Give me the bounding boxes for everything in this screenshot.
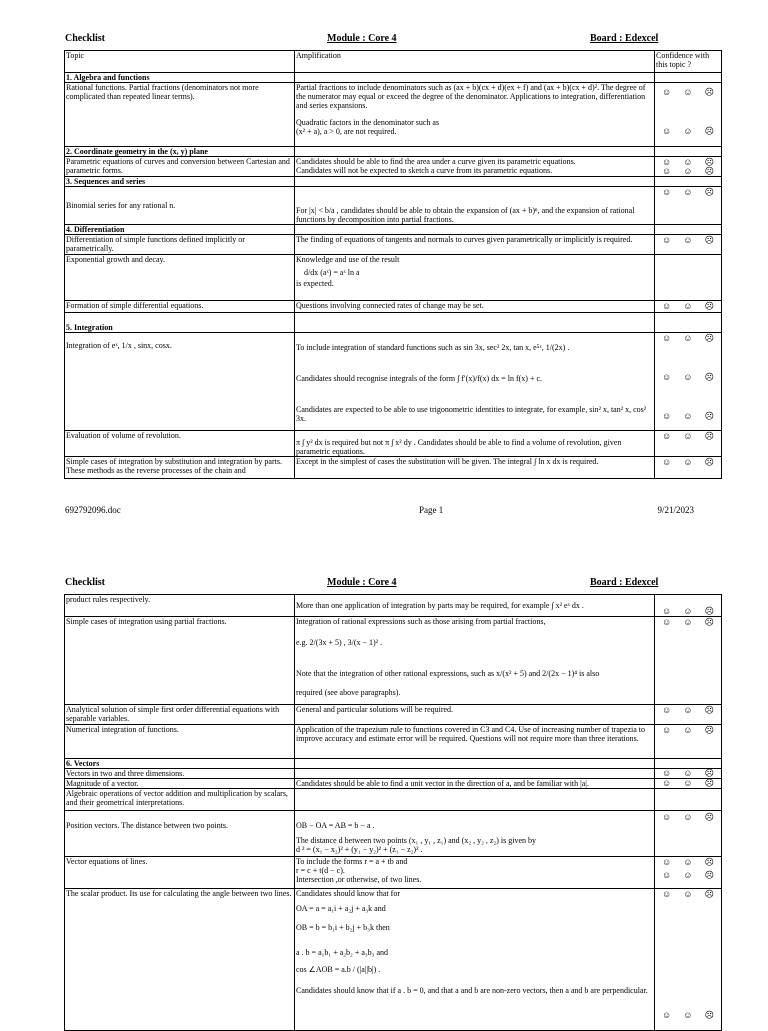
amplification-cell: Partial fractions to include denominators such as (ax + b)(cx + d)(ex + f) and (ax + b)(cx + d)². The degree of the numerator may equal or exceed the degree of the denominator. Applications to integration, differentiation and series expansions. Quadratic factors in the denominator such as (x² + a), a > 0, are not required.	[295, 83, 655, 147]
amplification-cell: For |x| < b/a , candidates should be able to obtain the expansion of (ax + b)ⁿ, and the expansion of rational functions by decomposition into partial fractions.	[295, 187, 655, 225]
sad-face-icon[interactable]: ☹	[704, 768, 714, 778]
topic-cell: Simple cases of integration by substitution and integration by parts. These methods as the reverse processes of the chain and	[65, 457, 295, 479]
confidence-cell	[655, 811, 722, 857]
neutral-face-icon[interactable]: ☺	[683, 372, 693, 382]
page-header	[65, 33, 720, 47]
happy-face-icon[interactable]: ☺	[662, 411, 672, 421]
happy-face-icon[interactable]: ☺	[662, 166, 672, 176]
confidence-cell	[655, 157, 722, 177]
confidence-cell	[655, 595, 722, 617]
section-title: 2. Coordinate geometry in the (x, y) plane	[65, 147, 295, 157]
happy-face-icon[interactable]: ☺	[662, 812, 672, 822]
section-row	[65, 177, 722, 187]
section-title: 3. Sequences and series	[65, 177, 295, 187]
neutral-face-icon[interactable]: ☺	[683, 166, 693, 176]
sad-face-icon[interactable]: ☹	[704, 457, 714, 467]
sad-face-icon[interactable]: ☹	[704, 617, 714, 627]
sad-face-icon[interactable]: ☹	[704, 725, 714, 735]
happy-face-icon[interactable]: ☺	[662, 857, 672, 867]
topic-cell: Exponential growth and decay.	[65, 255, 295, 301]
board-title: Board : Edexcel	[590, 577, 659, 588]
checklist-table-page-1	[64, 50, 722, 479]
topic-cell: Magnitude of a vector.	[65, 779, 295, 789]
footer-page: Page 1	[419, 505, 444, 515]
table-row	[65, 157, 722, 177]
sad-face-icon[interactable]: ☹	[704, 889, 714, 899]
topic-cell: product rules respectively.	[65, 595, 295, 617]
neutral-face-icon[interactable]: ☺	[683, 778, 693, 788]
sad-face-icon[interactable]: ☹	[704, 87, 714, 97]
amplification-cell: To include integration of standard functions such as sin 3x, sec² 2x, tan x, e⁵ˣ, 1/(2x) . Candidates should recognise integrals of the form ∫ f′(x)/f(x) dx = ln f(x) + c. Candidates are expected to be able to use trigonometric identities to integrate, for example, sin² x, tan² x, cos² 3x.	[295, 333, 655, 431]
neutral-face-icon[interactable]: ☺	[683, 411, 693, 421]
checklist-title: Checklist	[65, 33, 105, 44]
table-row	[65, 255, 722, 301]
happy-face-icon[interactable]: ☺	[662, 372, 672, 382]
happy-face-icon[interactable]: ☺	[662, 187, 672, 197]
amplification-cell: General and particular solutions will be required.	[295, 705, 655, 725]
sad-face-icon[interactable]: ☹	[704, 301, 714, 311]
table-row	[65, 301, 722, 313]
table-row	[65, 725, 722, 759]
happy-face-icon[interactable]: ☺	[662, 889, 672, 899]
happy-face-icon[interactable]: ☺	[662, 725, 672, 735]
section-row	[65, 73, 722, 83]
amplification-cell: Candidates should be able to find the area under a curve given its parametric equations. Candidates will not be expected to sketch a curve from its parametric equations.	[295, 157, 655, 177]
topic-cell: The scalar product. Its use for calculating the angle between two lines.	[65, 889, 295, 1031]
confidence-cell	[655, 779, 722, 789]
happy-face-icon[interactable]: ☺	[662, 333, 672, 343]
confidence-cell	[655, 187, 722, 225]
footer-date: 9/21/2023	[657, 505, 694, 515]
sad-face-icon[interactable]: ☹	[704, 812, 714, 822]
happy-face-icon[interactable]: ☺	[662, 126, 672, 136]
sad-face-icon[interactable]: ☹	[704, 166, 714, 176]
happy-face-icon[interactable]: ☺	[662, 87, 672, 97]
confidence-cell	[655, 333, 722, 431]
topic-cell: Simple cases of integration using partial fractions.	[65, 617, 295, 705]
module-title: Module : Core 4	[327, 33, 397, 44]
amplification-cell	[295, 769, 655, 779]
happy-face-icon[interactable]: ☺	[662, 606, 672, 616]
happy-face-icon[interactable]: ☺	[662, 870, 672, 880]
confidence-cell	[655, 857, 722, 889]
neutral-face-icon[interactable]: ☺	[683, 812, 693, 822]
table-row	[65, 889, 722, 1031]
happy-face-icon[interactable]: ☺	[662, 705, 672, 715]
topic-cell: Algebraic operations of vector addition and multiplication by scalars, and their geometrical interpretations.	[65, 789, 295, 811]
table-row	[65, 595, 722, 617]
topic-cell: Integration of eˣ, 1/x , sinx, cosx.	[65, 333, 295, 431]
confidence-cell	[655, 457, 722, 479]
neutral-face-icon[interactable]: ☺	[683, 870, 693, 880]
sad-face-icon[interactable]: ☹	[704, 778, 714, 788]
confidence-cell	[655, 301, 722, 313]
sad-face-icon[interactable]: ☹	[704, 372, 714, 382]
table-row	[65, 617, 722, 705]
happy-face-icon[interactable]: ☺	[662, 457, 672, 467]
confidence-cell	[655, 789, 722, 811]
table-row	[65, 187, 722, 225]
checklist-table-page-2	[64, 594, 722, 1031]
neutral-face-icon[interactable]: ☺	[683, 889, 693, 899]
topic-cell: Vectors in two and three dimensions.	[65, 769, 295, 779]
neutral-face-icon[interactable]: ☺	[683, 725, 693, 735]
neutral-face-icon[interactable]: ☺	[683, 705, 693, 715]
board-title: Board : Edexcel	[590, 33, 659, 44]
amplification-cell: Knowledge and use of the result d/dx (aˣ) = aˣ ln a is expected.	[295, 255, 655, 301]
sad-face-icon[interactable]: ☹	[704, 333, 714, 343]
happy-face-icon[interactable]: ☺	[662, 301, 672, 311]
sad-face-icon[interactable]: ☹	[704, 187, 714, 197]
topic-cell: Binomial series for any rational n.	[65, 187, 295, 225]
section-title: 5. Integration	[65, 313, 295, 333]
confidence-cell	[655, 705, 722, 725]
topic-cell: Parametric equations of curves and conversion between Cartesian and parametric forms.	[65, 157, 295, 177]
neutral-face-icon[interactable]: ☺	[683, 235, 693, 245]
section-title: 6. Vectors	[65, 759, 295, 769]
table-row	[65, 769, 722, 779]
amplification-cell: To include the forms r = a + tb and r = c + t(d − c). Intersection ,or otherwise, of two lines.	[295, 857, 655, 889]
confidence-cell	[655, 83, 722, 147]
footer-filename: 692792096.doc	[65, 505, 121, 515]
happy-face-icon[interactable]: ☺	[662, 431, 672, 441]
sad-face-icon[interactable]: ☹	[704, 235, 714, 245]
neutral-face-icon[interactable]: ☺	[683, 1010, 693, 1020]
neutral-face-icon[interactable]: ☺	[683, 333, 693, 343]
sad-face-icon[interactable]: ☹	[704, 606, 714, 616]
happy-face-icon[interactable]: ☺	[662, 778, 672, 788]
neutral-face-icon[interactable]: ☺	[683, 87, 693, 97]
amplification-cell: OB − OA = AB = b − a . The distance d between two points (x₁ , y₁ , z₁) and (x₂ , y₂ , z₂) is given by d ² = (x₁ − x₂)² + (y₁ − y₂)² + (z₁ − z₂)² .	[295, 811, 655, 857]
happy-face-icon[interactable]: ☺	[662, 617, 672, 627]
amplification-cell: Candidates should be able to find a unit vector in the direction of a, and be familiar with |a|.	[295, 779, 655, 789]
table-row	[65, 705, 722, 725]
table-row	[65, 857, 722, 889]
col-confidence: Confidence with this topic ?	[655, 51, 722, 73]
topic-cell: Differentiation of simple functions defined implicitly or parametrically.	[65, 235, 295, 255]
amplification-cell: Questions involving connected rates of change may be set.	[295, 301, 655, 313]
checklist-title: Checklist	[65, 577, 105, 588]
amplification-cell: More than one application of integration by parts may be required, for example ∫ x² eˣ dx .	[295, 595, 655, 617]
happy-face-icon[interactable]: ☺	[662, 768, 672, 778]
sad-face-icon[interactable]: ☹	[704, 857, 714, 867]
confidence-cell	[655, 617, 722, 705]
confidence-cell	[655, 769, 722, 779]
neutral-face-icon[interactable]: ☺	[683, 857, 693, 867]
confidence-cell	[655, 725, 722, 759]
amplification-cell: The finding of equations of tangents and normals to curves given parametrically or implicitly is required.	[295, 235, 655, 255]
neutral-face-icon[interactable]: ☺	[683, 157, 693, 167]
sad-face-icon[interactable]: ☹	[704, 431, 714, 441]
neutral-face-icon[interactable]: ☺	[683, 431, 693, 441]
sad-face-icon[interactable]: ☹	[704, 411, 714, 421]
neutral-face-icon[interactable]: ☺	[683, 768, 693, 778]
amplification-cell	[295, 789, 655, 811]
module-title: Module : Core 4	[327, 577, 397, 588]
page-header	[65, 577, 720, 591]
sad-face-icon[interactable]: ☹	[704, 870, 714, 880]
topic-cell: Numerical integration of functions.	[65, 725, 295, 759]
sad-face-icon[interactable]: ☹	[704, 1010, 714, 1020]
topic-cell: Position vectors. The distance between two points.	[65, 811, 295, 857]
neutral-face-icon[interactable]: ☺	[683, 617, 693, 627]
table-header-row	[65, 51, 722, 73]
happy-face-icon[interactable]: ☺	[662, 235, 672, 245]
section-title: 1. Algebra and functions	[65, 73, 295, 83]
neutral-face-icon[interactable]: ☺	[683, 606, 693, 616]
sad-face-icon[interactable]: ☹	[704, 157, 714, 167]
table-row	[65, 333, 722, 431]
amplification-cell: Candidates should know that for OA = a = a₁i + a₂j + a₃k and OB = b = b₁i + b₂j + b₃k then a . b = a₁b₁ + a₂b₂ + a₃b₃ and cos ∠AOB = a.b / (|a||b|) . Candidates should know that if a . b = 0, and that a and b are non-zero vectors, then a and b are perpendicular.	[295, 889, 655, 1031]
col-amplification: Amplification	[295, 51, 655, 73]
table-row	[65, 811, 722, 857]
sad-face-icon[interactable]: ☹	[704, 126, 714, 136]
section-row	[65, 225, 722, 235]
confidence-cell	[655, 255, 722, 301]
section-row	[65, 759, 722, 769]
table-row	[65, 779, 722, 789]
topic-cell: Rational functions. Partial fractions (denominators not more complicated than repeated linear terms).	[65, 83, 295, 147]
table-row	[65, 431, 722, 457]
topic-cell: Formation of simple differential equations.	[65, 301, 295, 313]
topic-cell: Evaluation of volume of revolution.	[65, 431, 295, 457]
sad-face-icon[interactable]: ☹	[704, 705, 714, 715]
amplification-cell: Application of the trapezium rule to functions covered in C3 and C4. Use of increasing number of trapezia to improve accuracy and estimate error will be required. Questions will not require more than three iterations.	[295, 725, 655, 759]
amplification-cell: Except in the simplest of cases the substitution will be given. The integral ∫ ln x dx is required.	[295, 457, 655, 479]
section-title: 4. Differentiation	[65, 225, 295, 235]
confidence-cell	[655, 889, 722, 1031]
neutral-face-icon[interactable]: ☺	[683, 187, 693, 197]
table-row	[65, 789, 722, 811]
section-row	[65, 147, 722, 157]
confidence-cell	[655, 235, 722, 255]
topic-cell: Analytical solution of simple first order differential equations with separable variables.	[65, 705, 295, 725]
topic-cell: Vector equations of lines.	[65, 857, 295, 889]
neutral-face-icon[interactable]: ☺	[683, 301, 693, 311]
happy-face-icon[interactable]: ☺	[662, 1010, 672, 1020]
amplification-cell: Integration of rational expressions such as those arising from partial fractions, e.g. 2/(3x + 5) , 3/(x − 1)² . Note that the integration of other rational expressions, such as x/(x² + 5) and 2/(2x − 1)⁴ is also required (see above paragraphs).	[295, 617, 655, 705]
neutral-face-icon[interactable]: ☺	[683, 457, 693, 467]
confidence-cell	[655, 431, 722, 457]
neutral-face-icon[interactable]: ☺	[683, 126, 693, 136]
table-row	[65, 457, 722, 479]
happy-face-icon[interactable]: ☺	[662, 157, 672, 167]
table-row	[65, 83, 722, 147]
section-row	[65, 313, 722, 333]
col-topic: Topic	[65, 51, 295, 73]
amplification-cell: π ∫ y² dx is required but not π ∫ x² dy . Candidates should be able to find a volume of revolution, given parametric equations.	[295, 431, 655, 457]
table-row	[65, 235, 722, 255]
